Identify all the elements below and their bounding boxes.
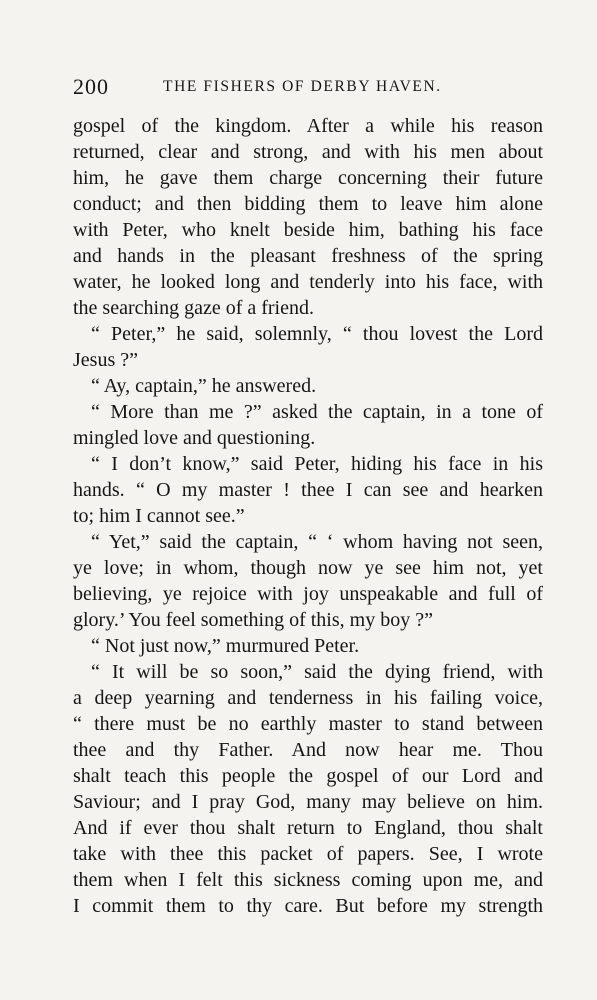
text-line: take with thee this packet of papers. See, I wrote (73, 843, 543, 865)
page-number: 200 (73, 74, 109, 99)
text-line: water, he looked long and tenderly into his face, with (73, 271, 543, 293)
text-line: them when I felt this sickness coming upon me, and (73, 869, 543, 891)
text-line: to; him I cannot see.” (73, 505, 245, 527)
text-line: “ Yet,” said the captain, “ ‘ whom having not seen, (91, 531, 543, 553)
running-head (73, 74, 545, 104)
text-line: Saviour; and I pray God, many may believe on him. (73, 791, 543, 813)
text-line: ye love; in whom, though now ye see him not, yet (73, 557, 543, 579)
text-line: “ Ay, captain,” he answered. (91, 375, 317, 397)
text-line: the searching gaze of a friend. (73, 297, 314, 319)
text-line: “ Peter,” he said, solemnly, “ thou lovest the Lord (91, 323, 543, 345)
text-line: “ More than me ?” asked the captain, in a tone of (91, 401, 543, 423)
text-line: Jesus ?” (73, 349, 138, 371)
text-line: “ there must be no earthly master to stand between (73, 713, 543, 735)
text-line: believing, ye rejoice with joy unspeakable and full of (73, 583, 543, 605)
text-line: a deep yearning and tenderness in his failing voice, (73, 687, 543, 709)
text-line: with Peter, who knelt beside him, bathing his face (73, 219, 543, 241)
text-line: “ I don’t know,” said Peter, hiding his face in his (91, 453, 543, 475)
text-line: gospel of the kingdom. After a while his reason (73, 115, 543, 137)
text-line: “ It will be so soon,” said the dying friend, with (91, 661, 543, 683)
text-line: thee and thy Father. And now hear me. Thou (73, 739, 543, 761)
running-title: THE FISHERS OF DERBY HAVEN. (163, 78, 442, 95)
text-line: returned, clear and strong, and with his men about (73, 141, 543, 163)
text-line: and hands in the pleasant freshness of the spring (73, 245, 543, 267)
text-line: hands. “ O my master ! thee I can see and hearken (73, 479, 543, 501)
text-line: And if ever thou shalt return to England, thou shalt (73, 817, 543, 839)
text-line: I commit them to thy care. But before my strength (73, 895, 543, 917)
text-line: mingled love and questioning. (73, 427, 316, 449)
body-text (73, 113, 543, 919)
text-line: shalt teach this people the gospel of our Lord and (73, 765, 543, 787)
text-line: conduct; and then bidding them to leave him alone (73, 193, 543, 215)
text-line: glory.’ You feel something of this, my boy ?” (73, 609, 433, 631)
text-line: him, he gave them charge concerning their future (73, 167, 543, 189)
text-line: “ Not just now,” murmured Peter. (91, 635, 360, 657)
